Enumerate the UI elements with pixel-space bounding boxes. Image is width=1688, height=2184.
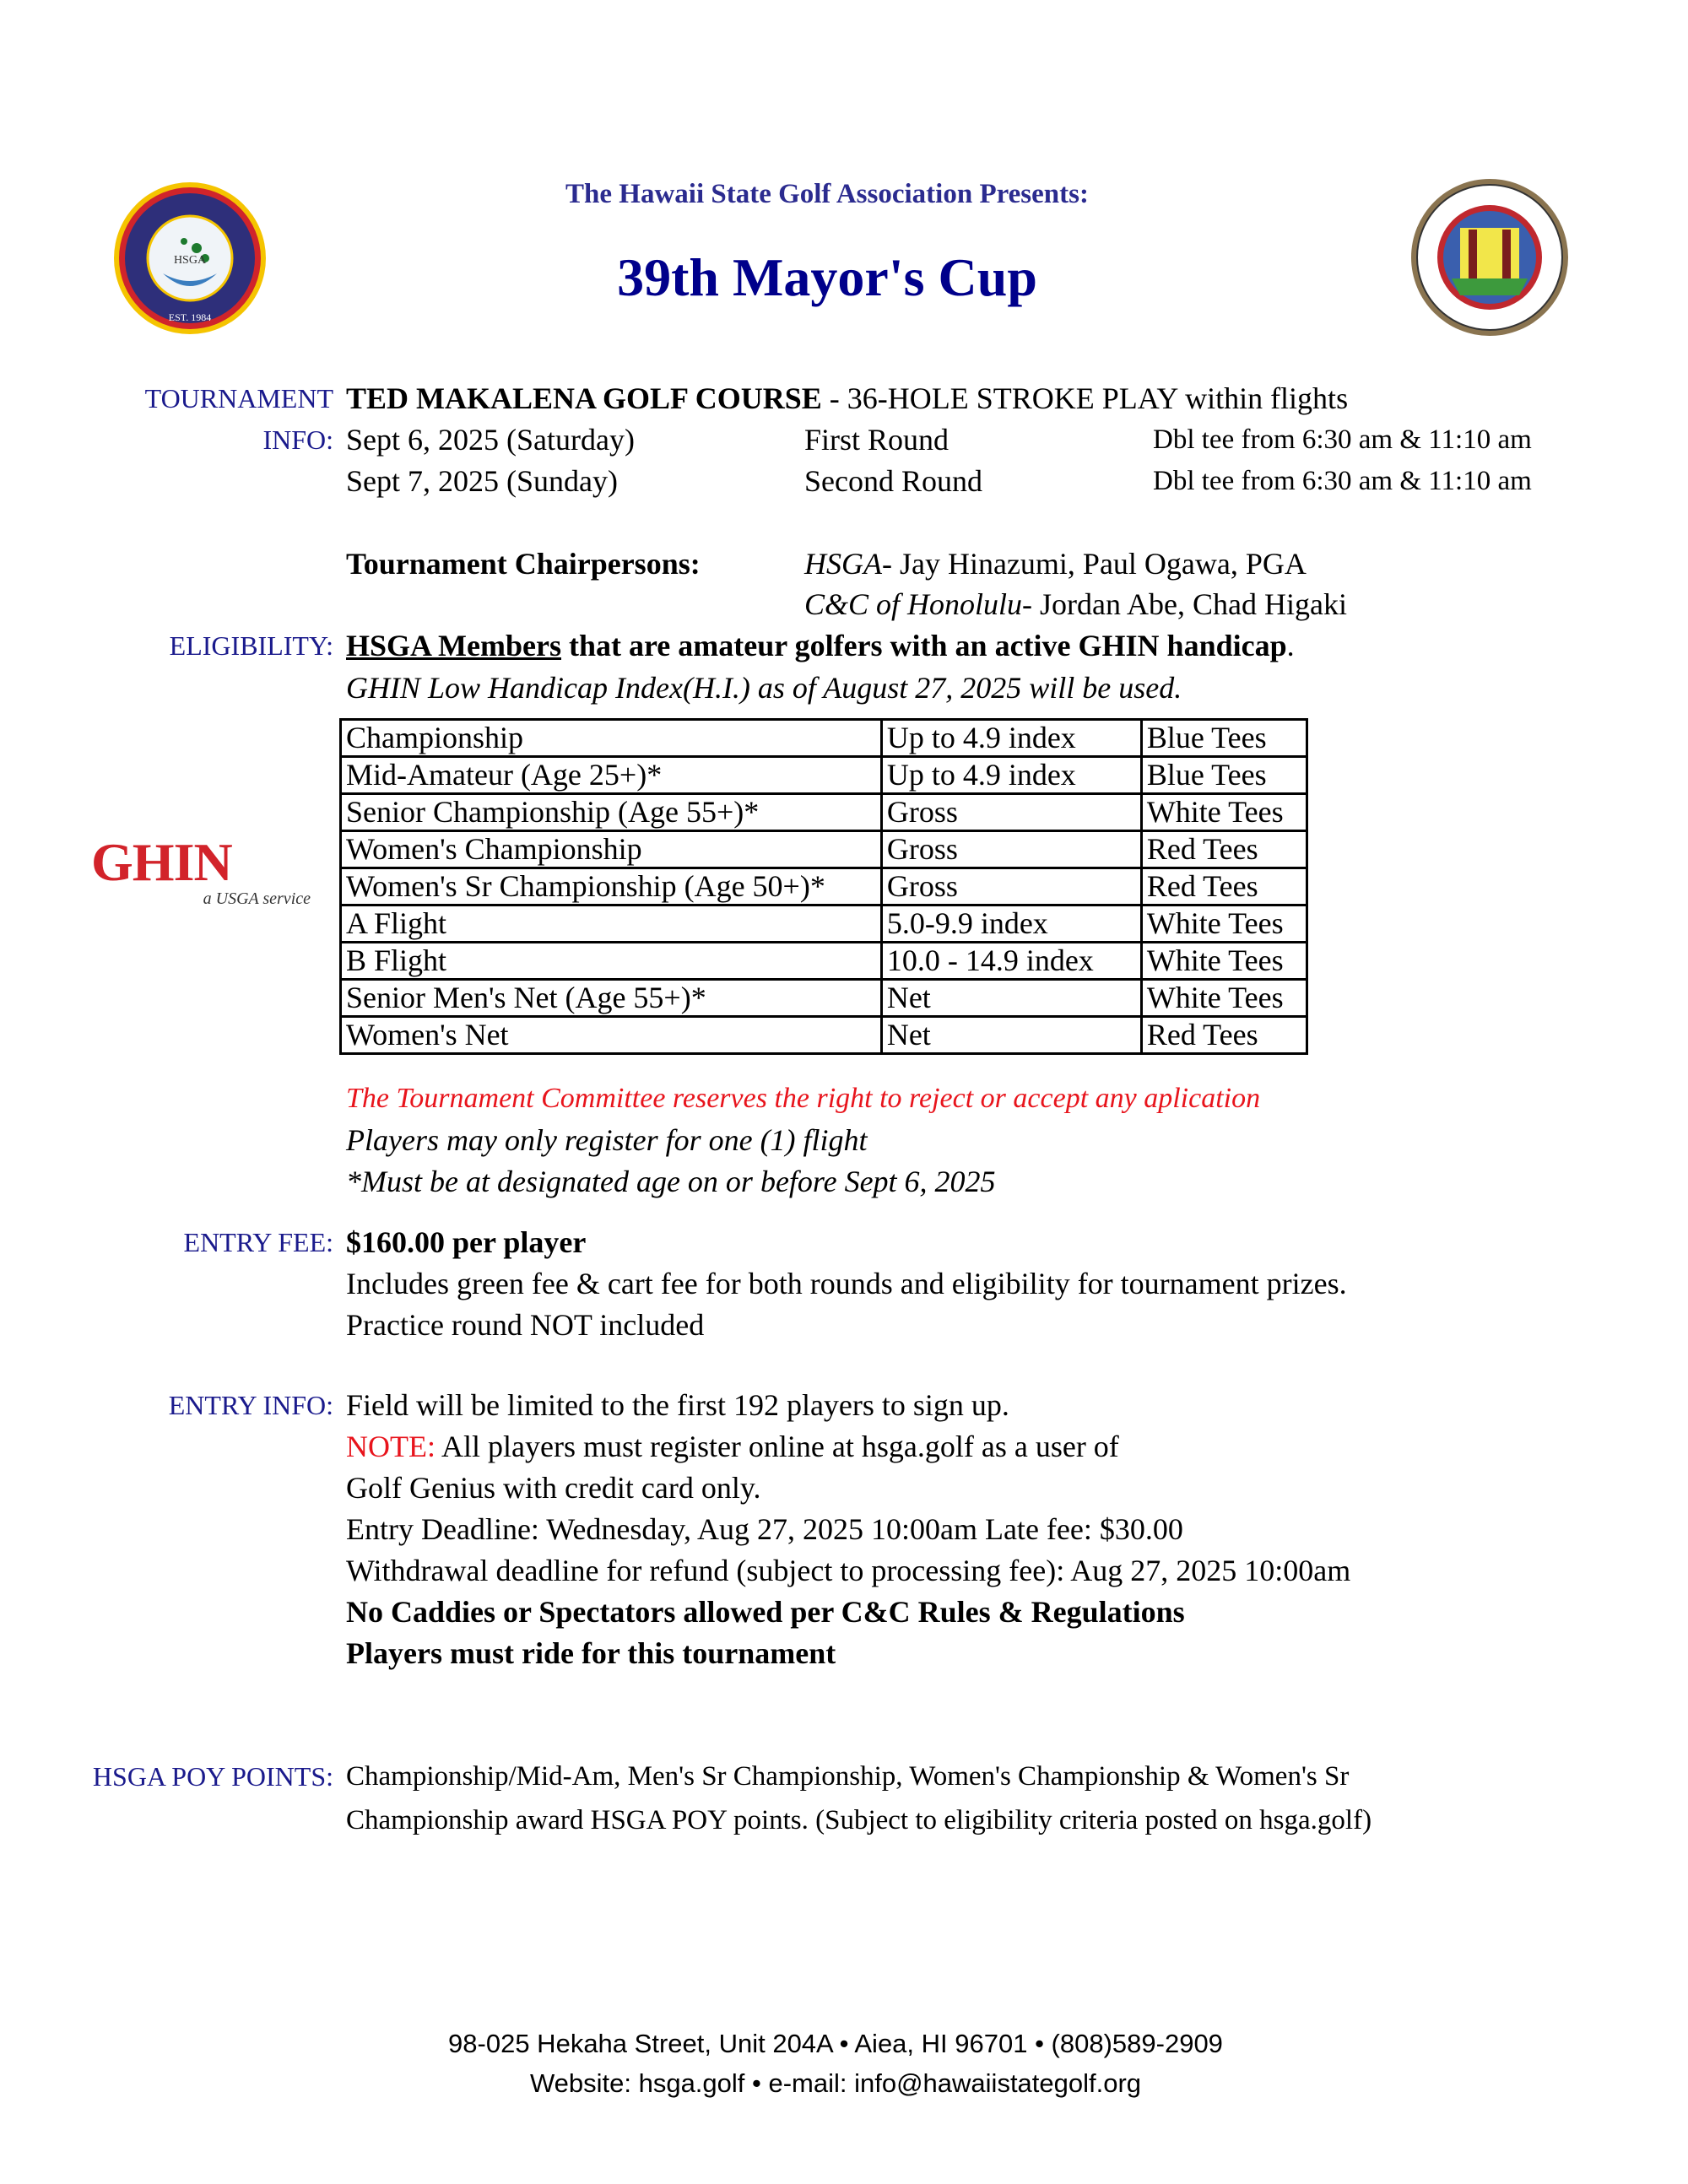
- flight-tees: White Tees: [1141, 943, 1307, 980]
- fee-practice: Practice round NOT included: [346, 1308, 705, 1342]
- flight-criteria: 5.0-9.9 index: [881, 905, 1141, 943]
- round-tee: Dbl tee from 6:30 am & 11:10 am: [1153, 466, 1532, 496]
- field-limit: Field will be limited to the first 192 players to sign up.: [346, 1388, 1009, 1422]
- flights-table: [339, 718, 1308, 1055]
- eligibility-text: that are amateur golfers with an active GHIN handicap: [560, 629, 1287, 662]
- round-date: Sept 7, 2025 (Sunday): [346, 464, 618, 498]
- flight-criteria: Up to 4.9 index: [881, 757, 1141, 794]
- flight-name: Women's Net: [341, 1017, 882, 1054]
- flight-name: Women's Sr Championship (Age 50+)*: [341, 868, 882, 905]
- round-name: First Round: [804, 423, 950, 457]
- eligibility-line: [346, 625, 1295, 666]
- flight-tees: Red Tees: [1141, 831, 1307, 868]
- table-row: [341, 757, 1307, 794]
- chair-org: C&C of Honolulu-: [804, 587, 1033, 621]
- round-date: Sept 6, 2025 (Saturday): [346, 423, 635, 457]
- flight-name: Women's Championship: [341, 831, 882, 868]
- course-name: TED MAKALENA GOLF COURSE: [346, 381, 822, 415]
- poy-label: HSGA POY POINTS:: [92, 1761, 333, 1792]
- one-flight-note: Players may only register for one (1) flight: [346, 1123, 868, 1157]
- period: .: [1286, 629, 1295, 662]
- flight-tees: Blue Tees: [1141, 720, 1307, 757]
- presents-heading: The Hawaii State Golf Association Presents:: [565, 179, 1089, 209]
- course-line: [346, 378, 1348, 419]
- note-text: All players must register online at hsga.golf as a user of: [435, 1430, 1119, 1463]
- round-tee: Dbl tee from 6:30 am & 11:10 am: [1153, 424, 1532, 455]
- table-row: [341, 794, 1307, 831]
- svg-text:EST. 1984: EST. 1984: [168, 311, 212, 323]
- flight-criteria: Net: [881, 980, 1141, 1017]
- entry-deadline: Entry Deadline: Wednesday, Aug 27, 2025 10:00am Late fee: $30.00: [346, 1512, 1183, 1546]
- eligibility-label: ELIGIBILITY:: [169, 630, 333, 661]
- flight-criteria: Gross: [881, 794, 1141, 831]
- fee-amount: $160.00 per player: [346, 1225, 587, 1259]
- poy-line-1: Championship/Mid-Am, Men's Sr Championship, Women's Championship & Women's Sr: [346, 1761, 1350, 1792]
- chairpersons-label: Tournament Chairpersons:: [346, 547, 701, 581]
- flight-tees: Blue Tees: [1141, 757, 1307, 794]
- flight-name: Championship: [341, 720, 882, 757]
- ghin-logo: [91, 832, 311, 920]
- flight-tees: White Tees: [1141, 905, 1307, 943]
- flight-tees: Red Tees: [1141, 1017, 1307, 1054]
- flight-criteria: 10.0 - 14.9 index: [881, 943, 1141, 980]
- entry-info-label: ENTRY INFO:: [168, 1390, 333, 1420]
- chair-org: HSGA-: [804, 547, 892, 581]
- chair-names: Jordan Abe, Chad Higaki: [1032, 587, 1347, 621]
- table-row: [341, 720, 1307, 757]
- flight-tees: White Tees: [1141, 980, 1307, 1017]
- flight-criteria: Up to 4.9 index: [881, 720, 1141, 757]
- page-title: 39th Mayor's Cup: [617, 247, 1037, 307]
- flight-tees: White Tees: [1141, 794, 1307, 831]
- entry-fee-label: ENTRY FEE:: [183, 1227, 333, 1257]
- flight-name: A Flight: [341, 905, 882, 943]
- register-note-2: Golf Genius with credit card only.: [346, 1471, 761, 1505]
- flight-criteria: Gross: [881, 868, 1141, 905]
- table-row: [341, 943, 1307, 980]
- table-row: [341, 831, 1307, 868]
- flight-criteria: Gross: [881, 831, 1141, 868]
- age-note: *Must be at designated age on or before Sept 6, 2025: [346, 1165, 996, 1198]
- no-caddies: No Caddies or Spectators allowed per C&C Rules & Regulations: [346, 1595, 1185, 1629]
- footer-address: 98-025 Hekaha Street, Unit 204A • Aiea, HI 96701 • (808)589-2909: [448, 2029, 1223, 2058]
- info-label: INFO:: [262, 424, 333, 455]
- flight-name: Senior Championship (Age 55+)*: [341, 794, 882, 831]
- footer-web: Website: hsga.golf • e-mail: info@hawaiistategolf.org: [529, 2068, 1142, 2098]
- poy-line-2: Championship award HSGA POY points. (Subject to eligibility criteria posted on hsga.golf): [346, 1805, 1372, 1835]
- chair-names: Jay Hinazumi, Paul Ogawa, PGA: [891, 547, 1307, 581]
- fee-includes: Includes green fee & cart fee for both rounds and eligibility for tournament prizes.: [346, 1267, 1347, 1300]
- register-note: [346, 1426, 1119, 1467]
- course-format: - 36-HOLE STROKE PLAY within flights: [821, 381, 1349, 415]
- handicap-note: GHIN Low Handicap Index(H.I.) as of August 27, 2025 will be used.: [346, 671, 1182, 705]
- must-ride: Players must ride for this tournament: [346, 1636, 836, 1670]
- flight-name: Senior Men's Net (Age 55+)*: [341, 980, 882, 1017]
- chairperson-line: [804, 543, 1307, 584]
- flight-name: B Flight: [341, 943, 882, 980]
- table-row: [341, 905, 1307, 943]
- table-row: [341, 868, 1307, 905]
- flight-name: Mid-Amateur (Age 25+)*: [341, 757, 882, 794]
- ghin-subtitle: a USGA service: [203, 889, 311, 908]
- tournament-label: TOURNAMENT: [144, 383, 333, 414]
- flight-tees: Red Tees: [1141, 868, 1307, 905]
- hsga-members-link: HSGA Members: [346, 629, 561, 662]
- round-name: Second Round: [804, 464, 982, 498]
- committee-note: The Tournament Committee reserves the right to reject or accept any aplication: [346, 1083, 1261, 1114]
- ghin-wordmark: GHIN: [91, 832, 232, 892]
- withdrawal-deadline: Withdrawal deadline for refund (subject to processing fee): Aug 27, 2025 10:00am: [346, 1554, 1351, 1587]
- chairperson-line: [804, 584, 1347, 624]
- flight-criteria: Net: [881, 1017, 1141, 1054]
- table-row: [341, 980, 1307, 1017]
- svg-text:HSGA: HSGA: [173, 254, 207, 267]
- table-row: [341, 1017, 1307, 1054]
- note-label: NOTE:: [346, 1430, 436, 1463]
